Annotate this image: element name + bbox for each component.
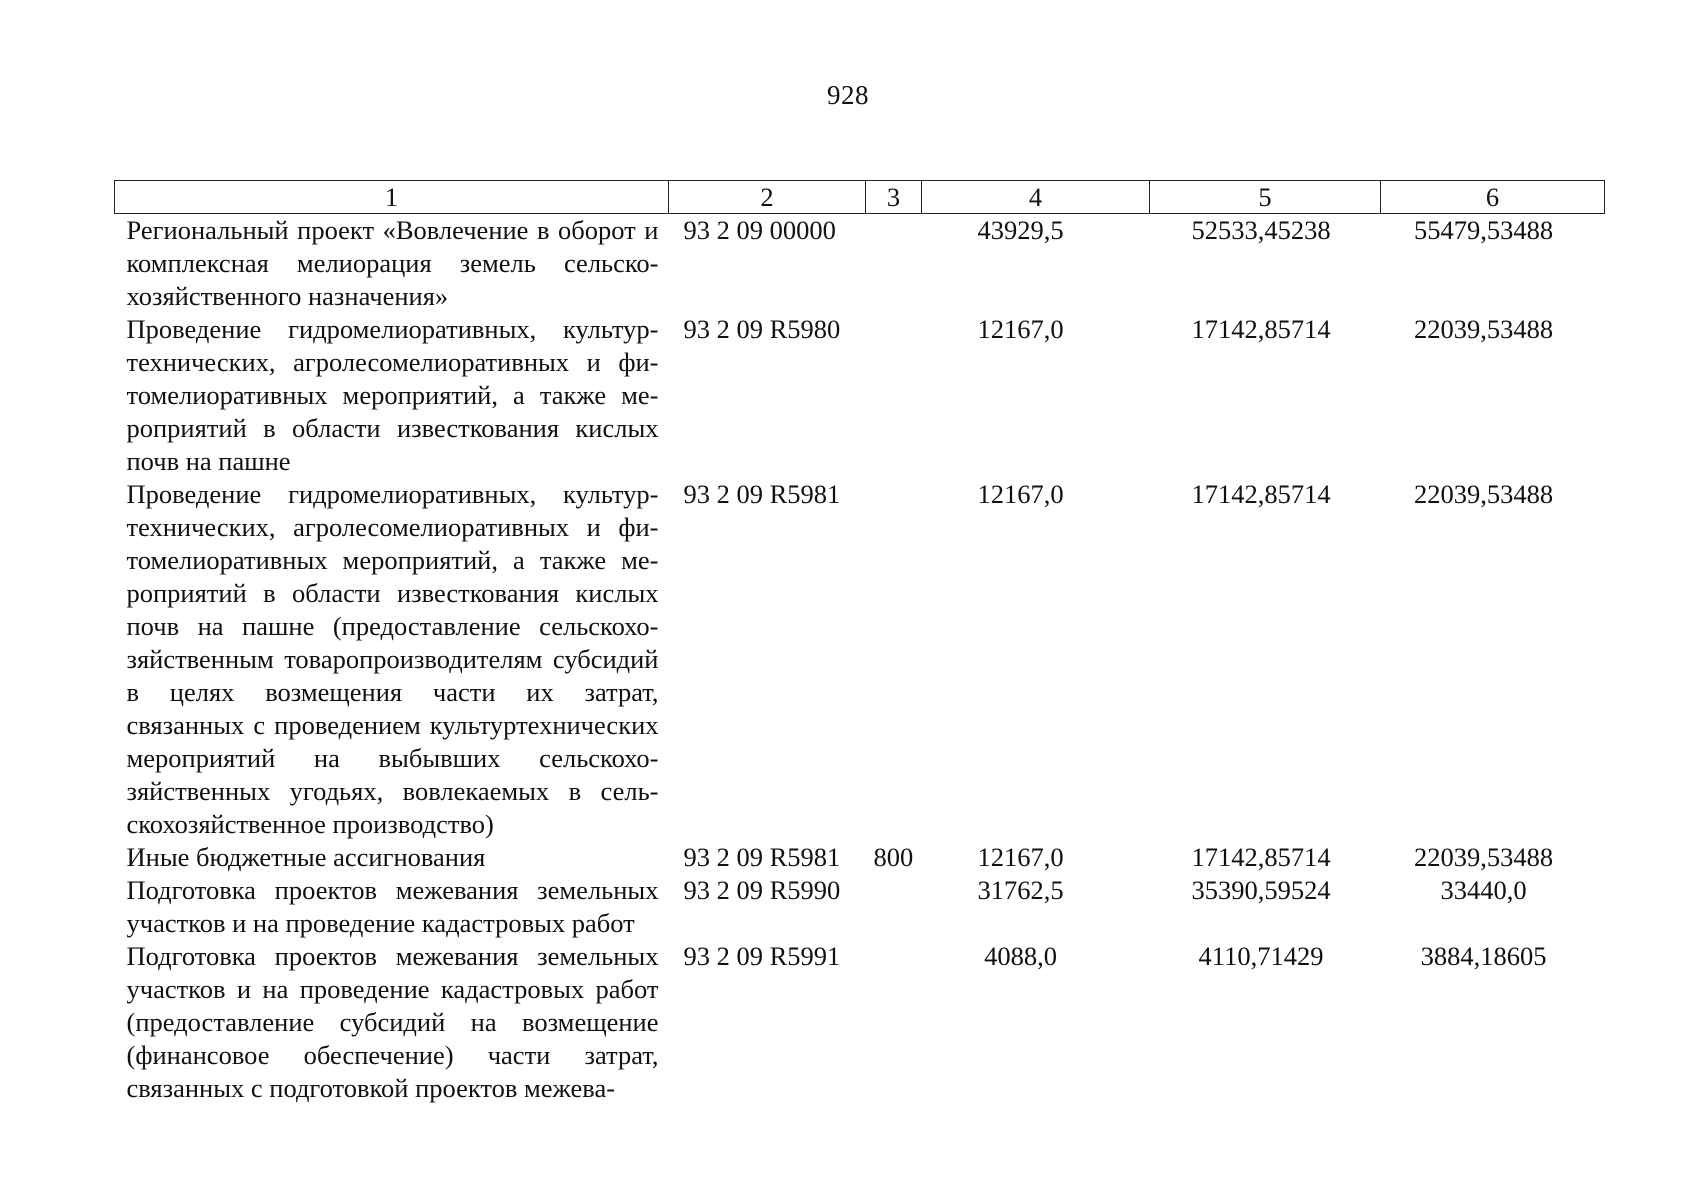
table-row (115, 841, 1605, 874)
table-row (115, 478, 1605, 841)
budget-table (114, 180, 1605, 1105)
column-header-6: 6 (1381, 181, 1605, 214)
row-name: Подготовка проектов межевания земельных участков и на проведение кадастровых работ (предоставление субсидий на возмещение (финансовое обеспечение) части затрат, связанных с подготовкой проектов межева- (126, 941, 659, 1103)
column-header-4: 4 (922, 181, 1150, 214)
row-code: 93 2 09 R5990 (683, 875, 841, 905)
table-header (115, 181, 1605, 214)
row-value-col4: 43929,5 (977, 215, 1064, 245)
row-value-col4: 12167,0 (977, 314, 1064, 344)
row-value-col6: 33440,0 (1440, 875, 1527, 905)
row-name: Иные бюджетные ассигнования (126, 842, 486, 872)
row-value-col4: 31762,5 (977, 875, 1064, 905)
row-value-col5: 4110,71429 (1198, 941, 1324, 971)
row-value-col5: 17142,85714 (1191, 479, 1331, 509)
table-row (115, 313, 1605, 478)
row-value-col5: 17142,85714 (1191, 842, 1331, 872)
row-code: 93 2 09 R5980 (683, 314, 841, 344)
row-value-col4: 12167,0 (977, 842, 1064, 872)
row-value-col4: 12167,0 (977, 479, 1064, 509)
row-expense-type (866, 478, 922, 841)
table-row (115, 940, 1605, 1105)
table-row (115, 214, 1605, 314)
row-expense-type: 800 (873, 842, 914, 872)
row-value-col6: 22039,53488 (1413, 314, 1554, 344)
row-value-col6: 55479,53488 (1413, 215, 1554, 245)
row-code: 93 2 09 R5991 (683, 941, 841, 971)
row-name: Проведение гидромелиоративных, культуртехнических, агролесомелиоративных и фитомелиоративных мероприятий, а также мероприятий в области известкования кислых почв на пашне (предоставление сельскохозяйственным товаропроизводителям субсидий в целях возмещения части их затрат, связанных с проведением культуртехнических мероприятий на выбывших сельскохозяйственных угодьях, вовлекаемых в сельскохозяйственное производство) (126, 479, 659, 839)
row-value-col6: 22039,53488 (1413, 842, 1554, 872)
row-value-col6: 3884,18605 (1420, 941, 1547, 971)
page-number: 928 (827, 80, 869, 110)
row-expense-type (866, 874, 922, 940)
row-code: 93 2 09 R5981 (683, 479, 841, 509)
row-expense-type (866, 313, 922, 478)
row-code: 93 2 09 R5981 (683, 842, 841, 872)
column-numbers-row (115, 181, 1605, 214)
column-header-2: 2 (669, 181, 866, 214)
row-expense-type (866, 214, 922, 314)
row-expense-type (866, 940, 922, 1105)
row-code: 93 2 09 00000 (683, 215, 836, 245)
row-name: Проведение гидромелиоративных, культуртехнических, агролесомелиоративных и фитомелиоративных мероприятий, а также мероприятий в области известкования кислых почв на пашне (126, 314, 659, 476)
row-value-col6: 22039,53488 (1413, 479, 1554, 509)
row-value-col5: 17142,85714 (1191, 314, 1331, 344)
column-header-1: 1 (115, 181, 669, 214)
row-name: Региональный проект «Вовлечение в оборот и комплексная мелиорация земель сельскохозяйственного назначения» (126, 215, 659, 311)
row-value-col5: 35390,59524 (1191, 875, 1331, 905)
row-value-col4: 4088,0 (984, 941, 1057, 971)
table-row (115, 874, 1605, 940)
column-header-3: 3 (866, 181, 922, 214)
row-value-col5: 52533,45238 (1191, 215, 1331, 245)
column-header-5: 5 (1150, 181, 1381, 214)
table-body (115, 214, 1605, 1106)
row-name: Подготовка проектов межевания земельных участков и на проведение кадастровых работ (126, 875, 659, 938)
